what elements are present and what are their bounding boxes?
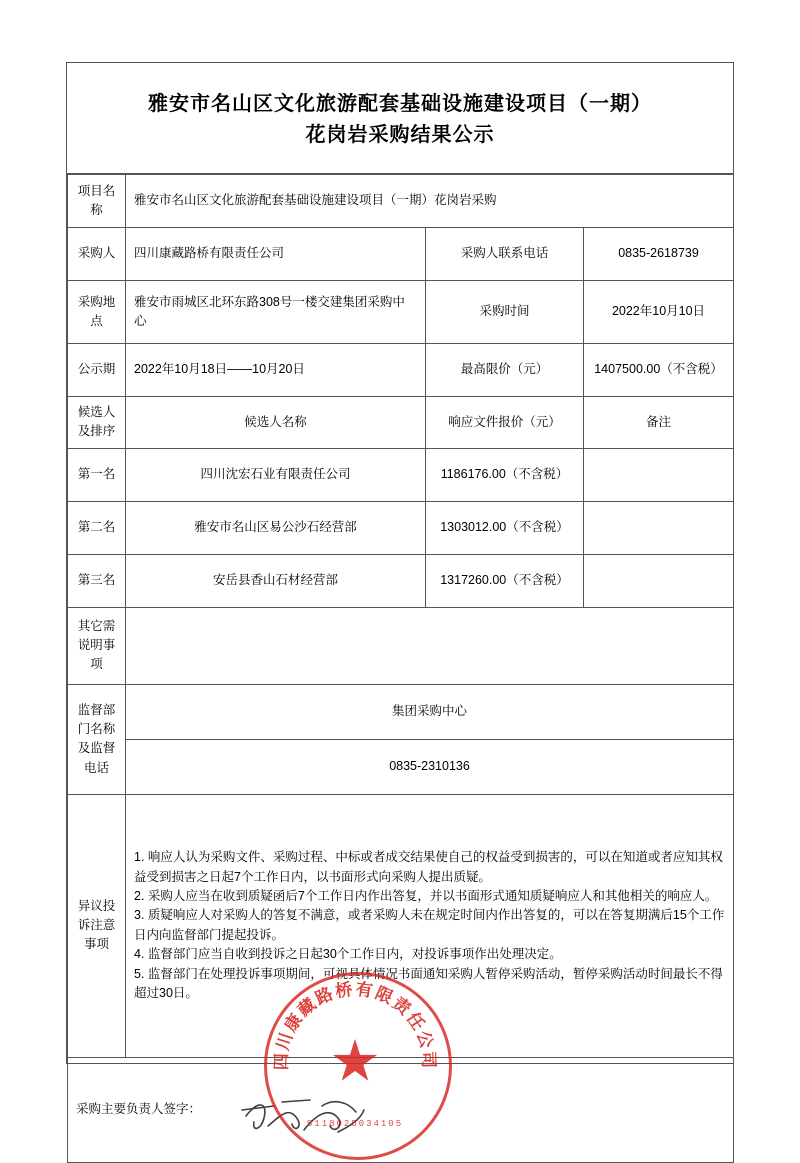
seal-company-text: 四川康藏路桥有限责任公司 [271,979,439,1071]
objection-notes [126,794,734,1057]
candidate-rank: 第二名 [68,501,126,554]
table-row [68,501,734,554]
table-row [68,448,734,501]
purchase-place-text: 雅安市雨城区北环东路308号一楼交建集团采购中心 [134,294,405,328]
purchase-time-label: 采购时间 [426,281,584,344]
project-name-value: 雅安市名山区文化旅游配套基础设施建设项目（一期）花岗岩采购 [126,175,734,228]
supervision-department: 集团采购中心 [126,684,734,739]
other-notes-label: 其它需说明事项 [68,607,126,684]
candidate-price: 1303012.00（不含税） [426,501,584,554]
max-price-value: 1407500.00（不含税） [584,344,734,397]
other-notes-value [126,607,734,684]
candidate-name: 雅安市名山区易公沙石经营部 [126,501,426,554]
objection-item: 1. 响应人认为采购文件、采购过程、中标或者成交结果使自己的权益受到损害的，可以在知道或者应知其权益受到损害之日起7个工作日内，以书面形式向采购人提出质疑。 [134,850,723,884]
purchaser-label: 采购人 [68,228,126,281]
objection-item: 4. 监督部门应当自收到投诉之日起30个工作日内，对投诉事项作出处理决定。 [134,947,562,962]
candidate-name: 四川沈宏石业有限责任公司 [126,448,426,501]
document-title [67,63,733,174]
title-line-1: 雅安市名山区文化旅游配套基础设施建设项目（一期） [148,93,652,115]
purchaser-phone-label: 采购人联系电话 [426,228,584,281]
purchase-place-value [126,281,426,344]
row-purchase-place [68,281,734,344]
objection-item: 5. 监督部门在处理投诉事项期间，可视具体情况书面通知采购人暂停采购活动，暂停采购活动时间最长不得超过30日。 [134,966,723,1000]
row-supervision-phone [68,739,734,794]
row-candidates-header [68,397,734,449]
seal-code: 5118025034105 [306,1118,404,1129]
purchase-place-label: 采购地点 [68,281,126,344]
signature-label: 采购主要负责人签字： [76,1102,202,1117]
procurement-result-table [67,174,734,1163]
candidates-remark-col-label: 备注 [584,397,734,449]
publicity-period-value: 2022年10月18日——10月20日 [126,344,426,397]
purchaser-value: 四川康藏路桥有限责任公司 [126,228,426,281]
candidate-rank: 第三名 [68,554,126,607]
objection-item: 2. 采购人应当在收到质疑函后7个工作日内作出答复，并以书面形式通知质疑响应人和其他相关的响应人。 [134,889,718,903]
table-row [68,554,734,607]
candidate-name: 安岳县香山石材经营部 [126,554,426,607]
publicity-period-label: 公示期 [68,344,126,397]
row-publicity-period [68,344,734,397]
purchase-time-value: 2022年10月10日 [584,281,734,344]
supervision-phone: 0835-2310136 [126,739,734,794]
title-line-2: 花岗岩采购结果公示 [305,124,495,146]
row-supervision-department [68,684,734,739]
row-purchaser [68,228,734,281]
candidates-price-col-label: 响应文件报价（元） [426,397,584,449]
row-other-notes [68,607,734,684]
row-signature [68,1057,734,1162]
supervision-label: 监督部门名称及监督电话 [68,684,126,794]
handwritten-signature [238,1086,368,1146]
candidate-remark [584,501,734,554]
row-objection [68,794,734,1057]
purchaser-phone-value: 0835-2618739 [584,228,734,281]
candidate-price: 1317260.00（不含税） [426,554,584,607]
candidates-name-col-label: 候选人名称 [126,397,426,449]
candidate-rank: 第一名 [68,448,126,501]
objection-item: 3. 质疑响应人对采购人的答复不满意，或者采购人未在规定时间内作出答复的，可以在答复期满后15个工作日内向监督部门提起投诉。 [134,908,725,942]
candidate-remark [584,554,734,607]
candidates-rank-col-label: 候选人及排序 [68,397,126,449]
objection-label: 异议投诉注意事项 [68,794,126,1057]
max-price-label: 最高限价（元） [426,344,584,397]
document-page [66,62,734,1129]
project-name-label: 项目名称 [68,175,126,228]
candidate-remark [584,448,734,501]
candidate-price: 1186176.00（不含税） [426,448,584,501]
row-project-name [68,175,734,228]
